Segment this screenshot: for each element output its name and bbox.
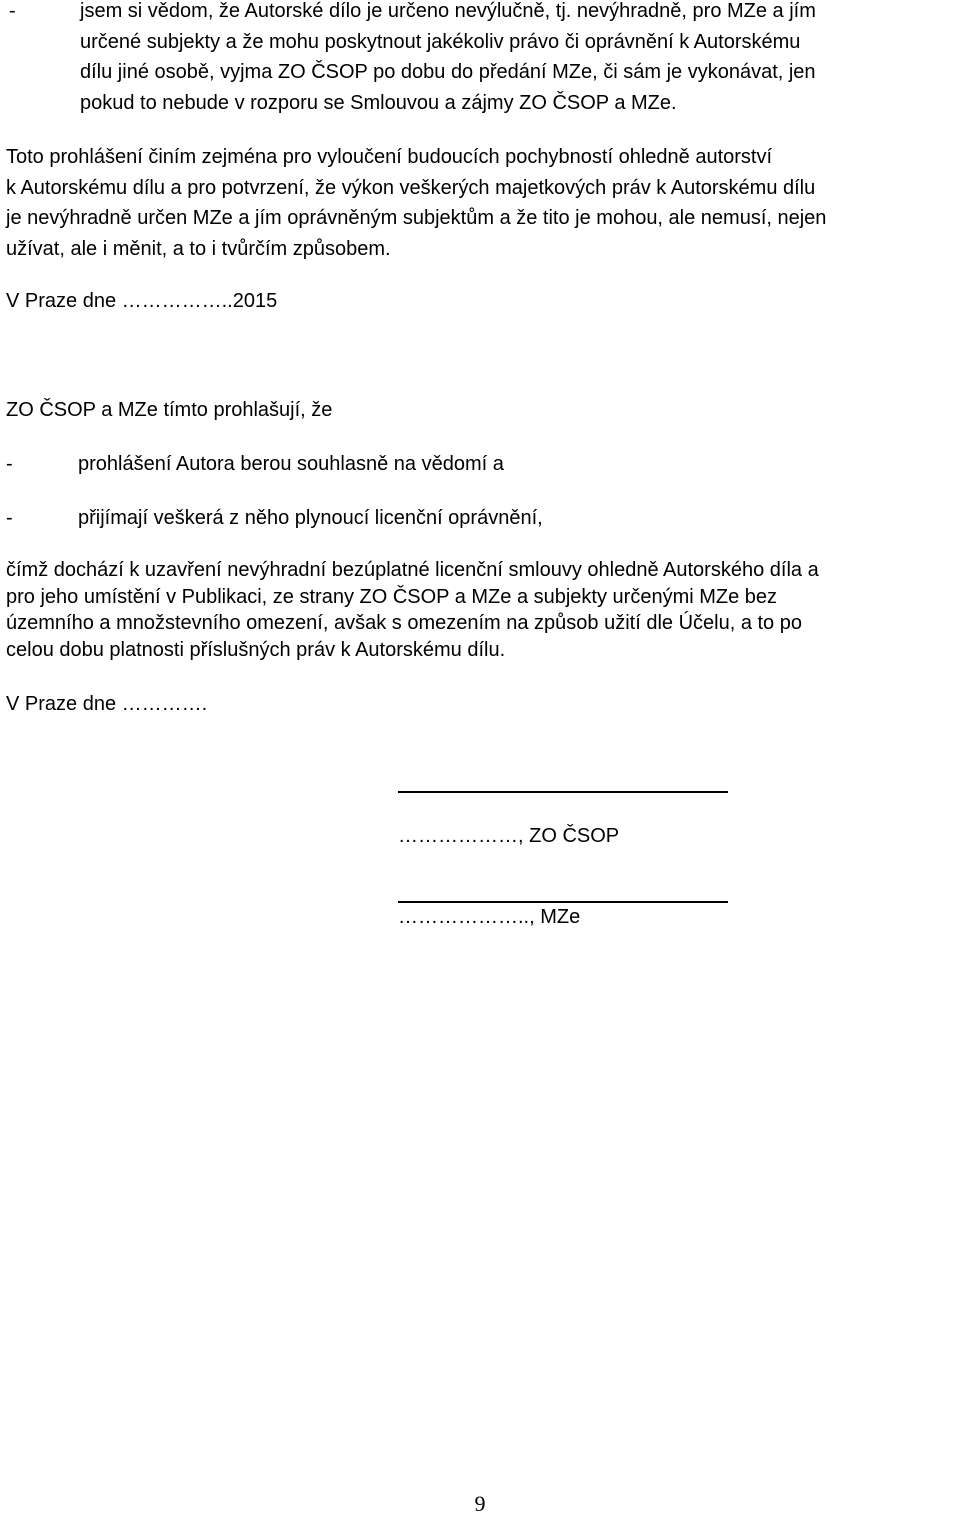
bullet-line: určené subjekty a že mohu poskytnout jakékoliv právo či oprávnění k Autorskému [80,30,801,53]
item-dash: - [6,453,13,475]
acceptance-item [6,451,504,477]
bullet-dash: - [9,0,16,22]
signature-label-mze: ……………….., MZe [398,906,581,928]
item-dash: - [6,507,13,529]
license-line: pro jeho umístění v Publikaci, ze strany ZO ČSOP a MZe a subjekty určenými MZe bez [6,585,778,608]
license-paragraph [6,557,960,664]
page-number: 9 [474,1491,486,1516]
declaration-line: užívat, ale i měnit, a to i tvůrčím způsobem. [6,237,391,260]
item-text: prohlášení Autora berou souhlasně na vědomí a [78,453,504,475]
signature-line-zo-csop [398,791,728,793]
item-text: přijímají veškerá z něho plynoucí licenční oprávnění, [78,507,543,529]
author-statement-text [80,0,952,118]
bullet-line: jsem si vědom, že Autorské dílo je určeno nevýlučně, tj. nevýhradně, pro MZe a jím [80,0,816,22]
bullet-line: pokud to nebude v rozporu se Smlouvou a zájmy ZO ČSOP a MZe. [80,91,677,114]
acceptance-intro: ZO ČSOP a MZe tímto prohlašují, že [6,399,333,421]
declaration-line: Toto prohlášení činím zejména pro vyloučení budoucích pochybností ohledně autorství [6,146,773,168]
signature-label-zo-csop: ………………, ZO ČSOP [398,825,620,847]
license-line: celou dobu platnosti příslušných práv k Autorskému dílu. [6,639,506,662]
license-line: územního a množstevního omezení, avšak s omezením na způsob užití dle Účelu, a to po [6,612,802,635]
signature-line-mze [398,901,728,903]
license-line: čímž dochází k uzavření nevýhradní bezúplatné licenční smlouvy ohledně Autorského díla a [6,559,819,581]
declaration-date-line: V Praze dne ……………..2015 [6,290,278,312]
acceptance-item [6,505,543,531]
bullet-line: dílu jiné osobě, vyjma ZO ČSOP po dobu do předání MZe, či sám je vykonávat, jen [80,61,816,83]
acceptance-date-line: V Praze dne …………. [6,693,208,715]
declaration-line: je nevýhradně určen MZe a jím oprávněným subjektům a že tito je mohou, ale nemusí, nejen [6,207,827,229]
declaration-line: k Autorskému dílu a pro potvrzení, že výkon veškerých majetkových práv k Autorskému dílu [6,176,816,199]
declaration-paragraph [6,142,956,264]
